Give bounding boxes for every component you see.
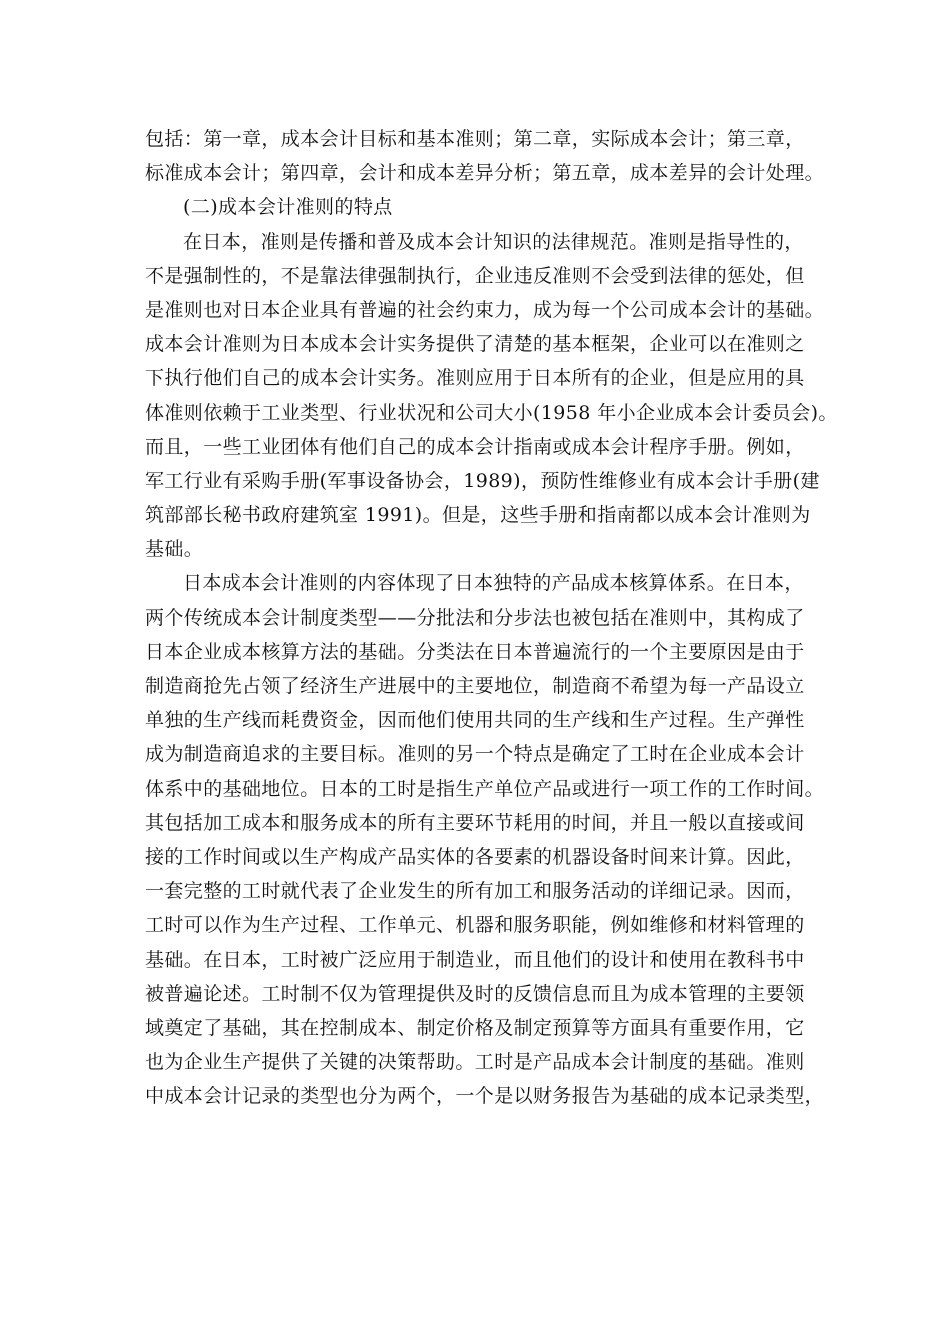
text-line: 单独的生产线而耗费资金，因而他们使用共同的生产线和生产过程。生产弹性: [145, 709, 805, 732]
text-line: 包括：第一章，成本会计目标和基本准则；第二章，实际成本会计；第三章，: [145, 128, 805, 150]
text-line: 标准成本会计；第四章，会计和成本差异分析；第五章，成本差异的会计处理。: [145, 162, 825, 185]
text-line: 在日本，准则是传播和普及成本会计知识的法律规范。准则是指导性的，: [183, 230, 804, 253]
text-line: 两个传统成本会计制度类型——分批法和分步法也被包括在准则中，其构成了: [145, 606, 805, 629]
text-line: 制造商抢先占领了经济生产进展中的主要地位，制造商不希望为每一产品设立: [145, 675, 805, 697]
text-line: 接的工作时间或以生产构成产品实体的各要素的机器设备时间来计算。因此，: [145, 845, 805, 868]
text-line: 是准则也对日本企业具有普遍的社会约束力，成为每一个公司成本会计的基础。: [145, 298, 825, 321]
text-line: 筑部部长秘书政府建筑室 1991)。但是，这些手册和指南都以成本会计准则为: [145, 504, 811, 527]
text-line: 其包括加工成本和服务成本的所有主要环节耗用的时间，并且一般以直接或间: [145, 811, 805, 834]
text-line: 基础。: [145, 538, 204, 561]
text-line: 体系中的基础地位。日本的工时是指生产单位产品或进行一项工作的工作时间。: [145, 777, 825, 800]
text-line: 也为企业生产提供了关键的决策帮助。工时是产品成本会计制度的基础。准则: [145, 1051, 805, 1074]
text-line: 体准则依赖于工业类型、行业状况和公司大小(1958 年小企业成本会计委员会)。: [145, 401, 838, 424]
text-line: 成为制造商追求的主要目标。准则的另一个特点是确定了工时在企业成本会计: [145, 743, 805, 766]
text-line: 中成本会计记录的类型也分为两个，一个是以财务报告为基础的成本记录类型，: [145, 1085, 825, 1108]
text-line: 而且，一些工业团体有他们自己的成本会计指南或成本会计程序手册。例如，: [145, 435, 805, 458]
text-line: 军工行业有采购手册(军事设备协会，1989)，预防性维修业有成本会计手册(建: [145, 469, 820, 492]
body-text: [145, 122, 838, 1113]
text-line: (二)成本会计准则的特点: [183, 196, 393, 219]
text-line: 下执行他们自己的成本会计实务。准则应用于日本所有的企业，但是应用的具: [145, 367, 805, 390]
text-line: 域奠定了基础，其在控制成本、制定价格及制定预算等方面具有重要作用，它: [145, 1016, 805, 1039]
text-line: 一套完整的工时就代表了企业发生的所有加工和服务活动的详细记录。因而，: [145, 880, 805, 903]
text-line: 工时可以作为生产过程、工作单元、机器和服务职能，例如维修和材料管理的: [145, 914, 805, 937]
text-line: 被普遍论述。工时制不仅为管理提供及时的反馈信息而且为成本管理的主要领: [145, 982, 805, 1005]
text-line: 成本会计准则为日本成本会计实务提供了清楚的基本框架，企业可以在准则之: [145, 333, 805, 356]
text-line: 基础。在日本，工时被广泛应用于制造业，而且他们的设计和使用在教科书中: [145, 948, 805, 971]
text-line: 不是强制性的，不是靠法律强制执行，企业违反准则不会受到法律的惩处，但: [145, 264, 805, 287]
text-line: 日本企业成本核算方法的基础。分类法在日本普遍流行的一个主要原因是由于: [145, 640, 805, 663]
text-line: 日本成本会计准则的内容体现了日本独特的产品成本核算体系。在日本，: [183, 572, 804, 595]
